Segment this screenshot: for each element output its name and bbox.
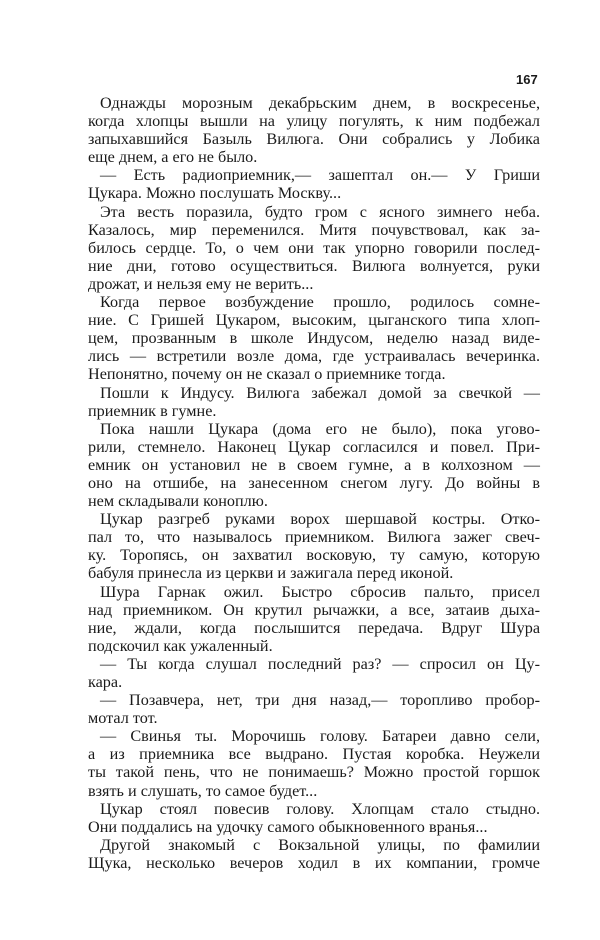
text-line: приемник в гумне. bbox=[88, 401, 217, 420]
text-line: мотал тот. bbox=[88, 709, 158, 728]
text-line: пал то, что называлось приемником. Вилюга зажег свеч- bbox=[88, 528, 540, 547]
text-line: Они поддались на удочку самого обыкновенного вранья... bbox=[88, 817, 488, 836]
text-line: когда хлопцы вышли на улицу погулять, к ним подбежал bbox=[88, 112, 540, 131]
text-line: Другой знакомый с Вокзальной улицы, по фамилии bbox=[100, 835, 540, 854]
text-line: ку. Торопясь, он захватил восковую, ту самую, которую bbox=[88, 546, 540, 565]
text-line: Когда первое возбуждение прошло, родилось сомне- bbox=[100, 293, 540, 312]
text-line: нем складывали коноплю. bbox=[88, 492, 268, 511]
text-line: Эта весть поразила, будто гром с ясного зимнего неба. bbox=[100, 202, 540, 221]
text-line: Цукар стоял повесив голову. Хлопцам стало стыдно. bbox=[100, 799, 540, 818]
text-line: Пошли к Индусу. Вилюга забежал домой за свечкой — bbox=[100, 383, 540, 402]
text-line: цем, прозванным в школе Индусом, неделю назад виде- bbox=[88, 329, 540, 348]
text-line: Казалось, мир переменился. Митя почувствовал, как за- bbox=[88, 220, 540, 239]
text-line: Шура Гарнак ожил. Быстро сбросив пальто, присел bbox=[100, 582, 540, 601]
text-line: дрожат, и нельзя ему не верить... bbox=[88, 274, 314, 293]
text-line: ние. С Гришей Цукаром, высоким, цыганского типа хлоп- bbox=[88, 311, 540, 330]
text-line: Однажды морозным декабрьским днем, в воскресенье, bbox=[100, 94, 540, 112]
text-line: — Позавчера, нет, три дня назад,— торопливо пробор- bbox=[100, 691, 540, 710]
text-line: подскочил как ужаленный. bbox=[88, 636, 273, 655]
text-line: ние дни, готово осуществиться. Вилюга волнуется, руки bbox=[88, 256, 540, 275]
text-line: Цукар разгреб руками ворох шершавой костры. Отко- bbox=[100, 510, 540, 529]
text-line: еще днем, а его не было. bbox=[88, 148, 258, 167]
text-line: кара. bbox=[88, 673, 123, 691]
text-line: рили, стемнело. Наконец Цукар согласился и повел. При- bbox=[88, 437, 540, 456]
text-line: оно на отшибе, на занесенном снегом лугу. До войны в bbox=[88, 473, 540, 492]
text-line: Пока нашли Цукара (дома его не было), пока угово- bbox=[100, 419, 540, 438]
page-number: 167 bbox=[516, 72, 538, 87]
text-line: Щука, несколько вечеров ходил в их компании, громче bbox=[88, 853, 540, 872]
text-line: бабуля принесла из церкви и зажигала перед иконой. bbox=[88, 564, 454, 583]
text-line: над приемником. Он крутил рычажки, а все, затаив дыха- bbox=[88, 600, 540, 619]
text-line: запыхавшийся Базыль Вилюга. Они собрались у Лобика bbox=[88, 130, 540, 149]
body-text bbox=[88, 94, 540, 872]
text-line: ты такой пень, что не понимаешь? Можно простой горшок bbox=[88, 763, 540, 782]
text-line: ние, ждали, когда послышится передача. Вдруг Шура bbox=[88, 618, 540, 637]
text-line: лись — встретили возле дома, где устраивалась вечеринка. bbox=[88, 347, 540, 366]
text-line: а из приемника все выдрано. Пустая коробка. Неужели bbox=[88, 745, 540, 764]
text-line: Непонятно, почему он не сказал о приемнике тогда. bbox=[88, 365, 446, 384]
text-line: взять и слушать, то самое будет... bbox=[88, 781, 318, 800]
text-line: — Ты когда слушал последний раз? — спросил он Цу- bbox=[100, 654, 540, 673]
text-line: емник он установил не в своем гумне, а в колхозном — bbox=[88, 455, 540, 474]
text-line: билось сердце. То, о чем они так упорно говорили послед- bbox=[88, 238, 540, 257]
text-line: — Свинья ты. Морочишь голову. Батареи давно сели, bbox=[100, 727, 540, 746]
text-line: — Есть радиоприемник,— зашептал он.— У Гриши bbox=[100, 166, 540, 185]
text-line: Цукара. Можно послушать Москву... bbox=[88, 184, 342, 203]
